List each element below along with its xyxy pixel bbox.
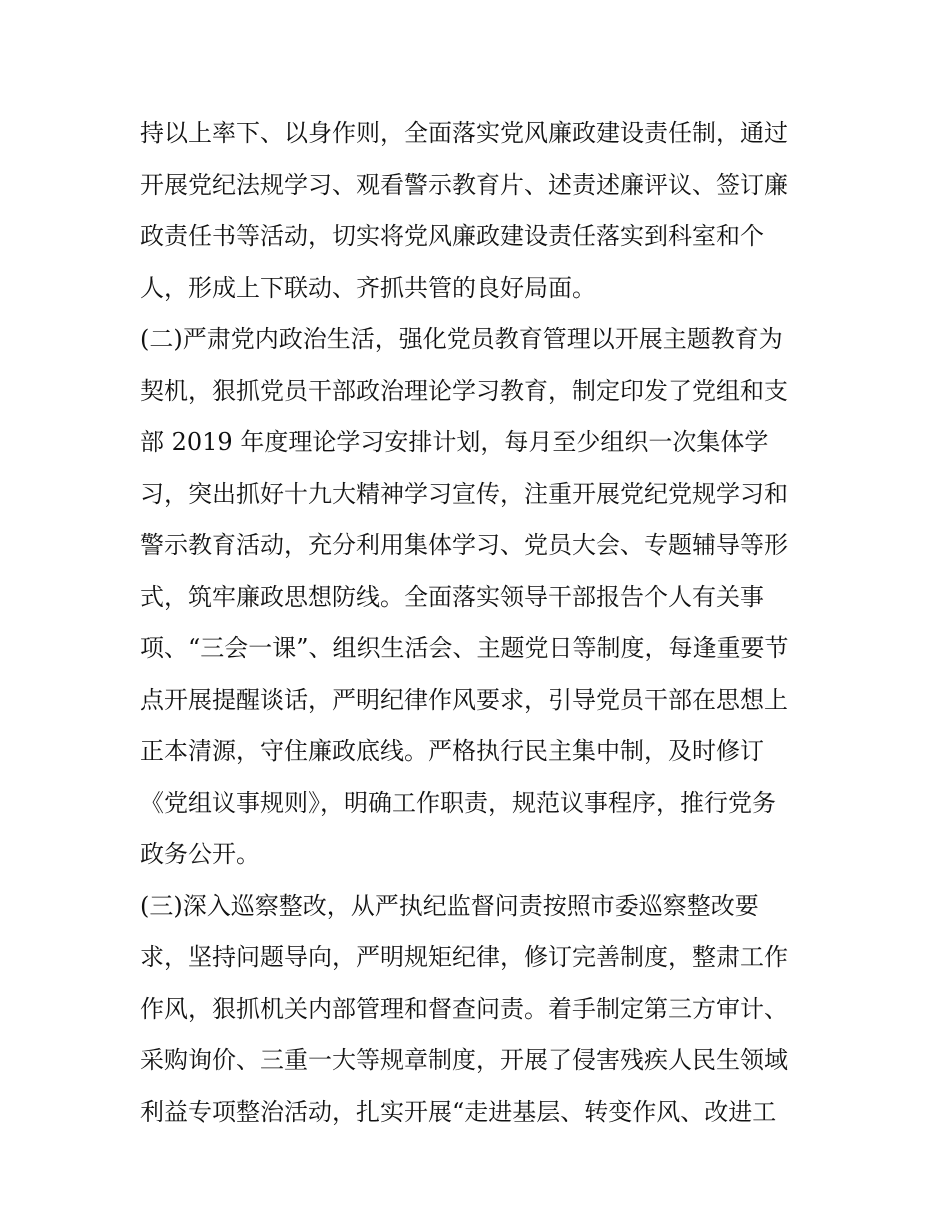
text-line: 警示教育活动，充分利用集体学习、党员大会、专题辅导等形: [140, 531, 788, 559]
section-heading-line: (二)严肃党内政治生活，强化党员教育管理以开展主题教育为: [140, 325, 783, 353]
text-line: 采购询价、三重一大等规章制度，开展了侵害残疾人民生领域: [140, 1046, 788, 1074]
text-line: 习，突出抓好十九大精神学习宣传，注重开展党纪党规学习和: [140, 479, 788, 508]
text-line: 《党组议事规则》，明确工作职责，规范议事程序，推行党务: [140, 788, 776, 817]
text-line: 利益专项整治活动，扎实开展“走进基层、转变作风、改进工: [140, 1097, 777, 1126]
text-line: 求，坚持问题导向，严明规矩纪律，修订完善制度，整肃工作: [140, 943, 788, 971]
text-line: 作风，狠抓机关内部管理和督查问责。着手制定第三方审计、: [140, 994, 788, 1023]
text-line: 项、“三会一课”、组织生活会、主题党日等制度，每逢重要节: [140, 634, 789, 662]
text-line: 政务公开。: [140, 840, 260, 868]
text-line: 持以上率下、以身作则，全面落实党风廉政建设责任制，通过: [140, 119, 788, 147]
text-line: 点开展提醒谈话，严明纪律作风要求，引导党员干部在思想上: [140, 685, 788, 714]
section-heading-line: (三)深入巡察整改，从严执纪监督问责按照市委巡察整改要: [140, 891, 759, 920]
text-line: 人，形成上下联动、齐抓共管的良好局面。: [140, 273, 596, 302]
text-line: 契机，狠抓党员干部政治理论学习教育，制定印发了党组和支: [140, 376, 788, 405]
document-body: [140, 108, 830, 1138]
text-line: 政责任书等活动，切实将党风廉政建设责任落实到科室和个: [140, 222, 764, 250]
text-line: 部 2019 年度理论学习安排计划，每月至少组织一次集体学: [140, 428, 769, 456]
text-line: 式，筑牢廉政思想防线。全面落实领导干部报告个人有关事: [140, 582, 764, 611]
text-line: 开展党纪法规学习、观看警示教育片、述责述廉评议、签订廉: [140, 170, 788, 199]
text-line: 正本清源，守住廉政底线。严格执行民主集中制，及时修订: [140, 737, 764, 765]
